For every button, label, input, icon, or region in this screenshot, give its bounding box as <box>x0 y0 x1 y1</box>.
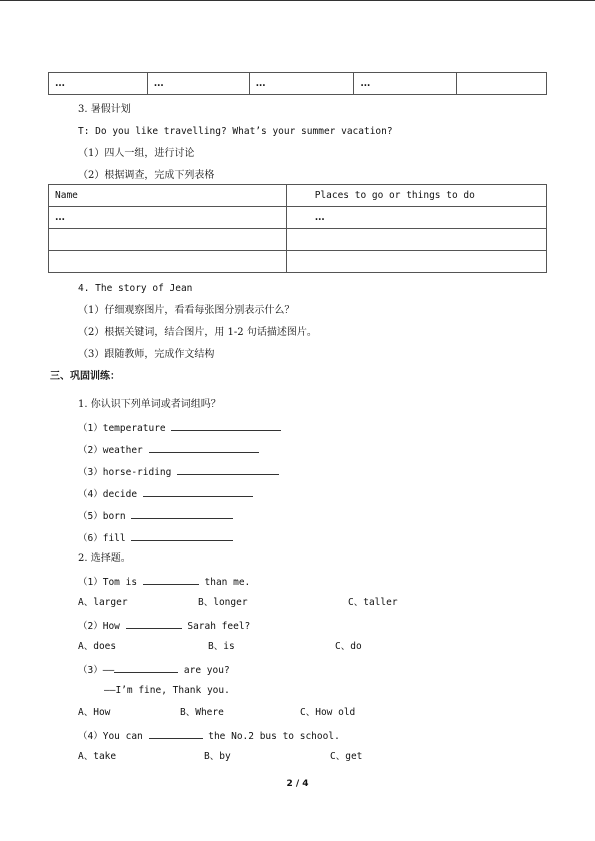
step-text: （3）跟随教师，完成作文结构 <box>78 349 215 360</box>
mcq-stem: （2）How Sarah feel? <box>78 621 251 632</box>
table-row <box>49 251 547 273</box>
step-text: （1）四人一组，进行讨论 <box>78 148 195 159</box>
vocab-item: （5）born <box>78 509 233 523</box>
table-row <box>49 229 547 251</box>
question-heading: 1. 你认识下列单词或者词组吗？ <box>78 399 221 410</box>
mcq-option[interactable]: B、is <box>208 641 235 652</box>
mcq-stem: （3）—— are you? <box>78 665 230 676</box>
top-rule <box>0 0 595 1</box>
table-cell <box>286 229 546 251</box>
dialogue-reply: ——I’m fine, Thank you. <box>104 685 230 696</box>
table-cell: … <box>286 207 546 229</box>
table-cell <box>286 251 546 273</box>
mcq-option[interactable]: B、longer <box>198 597 248 608</box>
table-cell: … <box>49 207 287 229</box>
answer-blank[interactable] <box>149 443 259 453</box>
column-header: Places to go or things to do <box>286 185 546 207</box>
mcq-option[interactable]: B、by <box>204 751 231 762</box>
mcq-option[interactable]: B、Where <box>180 707 224 718</box>
mcq-option[interactable]: C、do <box>335 641 362 652</box>
answer-blank[interactable] <box>171 421 281 431</box>
table-header-row <box>49 185 547 207</box>
page-number: 2 / 4 <box>286 779 309 789</box>
table-cell: … <box>49 73 148 95</box>
mcq-option[interactable]: C、taller <box>348 597 398 608</box>
answer-blank[interactable] <box>114 663 178 673</box>
answer-blank[interactable] <box>143 487 253 497</box>
table-cell <box>49 251 287 273</box>
step-text: （2）根据关键词，结合图片，用 1-2 句话描述图片。 <box>78 327 317 338</box>
vocab-item: （4）decide <box>78 487 253 501</box>
mcq-option[interactable]: A、How <box>78 707 111 718</box>
table-cell: … <box>147 73 249 95</box>
table-cell: … <box>249 73 354 95</box>
section-heading: 3. 暑假计划 <box>78 104 131 115</box>
answer-blank[interactable] <box>126 619 182 629</box>
answer-blank[interactable] <box>149 729 203 739</box>
mcq-option[interactable]: A、larger <box>78 597 128 608</box>
step-text: （1）仔细观察图片，看看每张图分别表示什么？ <box>78 305 295 316</box>
answer-blank[interactable] <box>131 531 233 541</box>
vocab-item: （2）weather <box>78 443 259 457</box>
table-cell: … <box>354 73 457 95</box>
mcq-option[interactable]: C、How old <box>300 707 356 718</box>
question-text: T: Do you like travelling? What’s your summer vacation? <box>78 126 393 137</box>
table-continuation <box>48 72 547 95</box>
vocab-item: （6）fill <box>78 531 233 545</box>
survey-table <box>48 184 547 273</box>
column-header: Name <box>49 185 287 207</box>
mcq-option[interactable]: C、get <box>330 751 363 762</box>
mcq-option[interactable]: A、does <box>78 641 117 652</box>
vocab-item: （1）temperature <box>78 421 281 435</box>
answer-blank[interactable] <box>131 509 233 519</box>
table-row <box>49 207 547 229</box>
table-cell <box>49 229 287 251</box>
table-row <box>49 73 547 95</box>
mcq-option[interactable]: A、take <box>78 751 117 762</box>
section-heading: 4. The story of Jean <box>78 283 193 294</box>
mcq-stem: （1）Tom is than me. <box>78 577 251 588</box>
step-text: （2）根据调查，完成下列表格 <box>78 170 215 181</box>
part-heading: 三、巩固训练： <box>50 371 120 382</box>
vocab-item: （3）horse-riding <box>78 465 279 479</box>
mcq-stem: （4）You can the No.2 bus to school. <box>78 731 340 742</box>
answer-blank[interactable] <box>143 575 199 585</box>
table-cell <box>457 73 547 95</box>
answer-blank[interactable] <box>177 465 279 475</box>
question-heading: 2. 选择题。 <box>78 553 131 564</box>
